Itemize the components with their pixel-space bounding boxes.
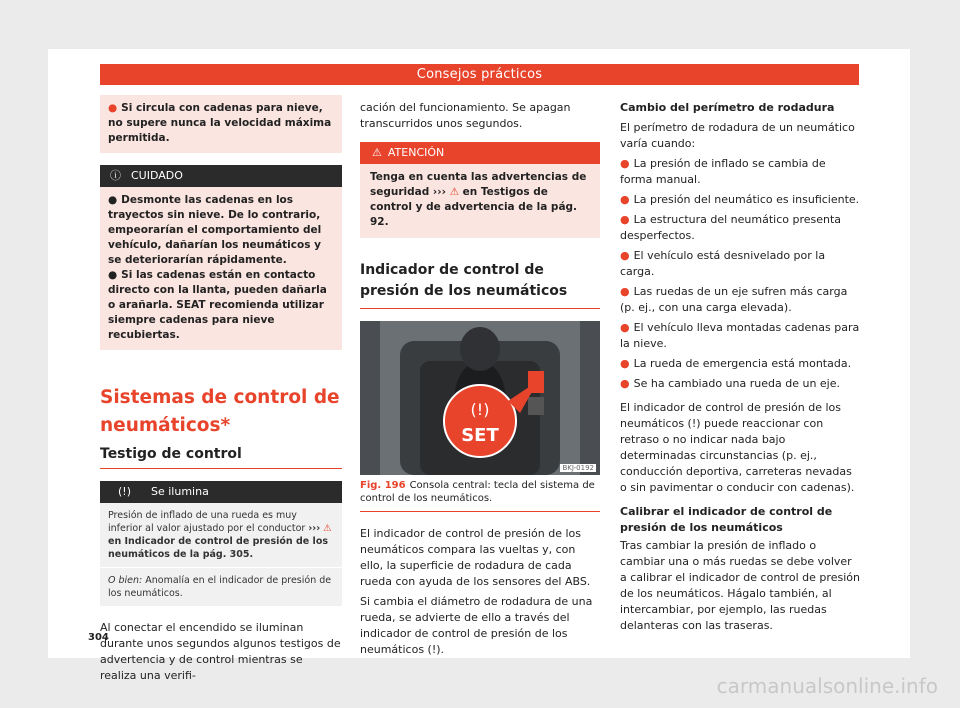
caution-box xyxy=(100,165,342,350)
column-2 xyxy=(360,100,600,658)
arrow-ref-icon: ››› xyxy=(308,523,321,534)
tire-pressure-icon: (!) xyxy=(427,643,441,656)
bullet-icon: ● xyxy=(620,377,630,390)
caution-item: ● Desmonte las cadenas en los trayectos sin nieve. De lo contrario, empeorarían el comportamiento del vehículo, dañarían los neumáticos y se deteriorarían rápidamente. xyxy=(108,194,322,266)
warning-box xyxy=(360,142,600,238)
caution-body xyxy=(100,187,342,350)
chains-note-text: Si circula con cadenas para nieve, no supere nunca la velocidad máxima permitida. xyxy=(108,102,332,144)
subheading: Cambio del perímetro de rodadura xyxy=(620,101,835,114)
bullet-icon: ● xyxy=(620,249,630,262)
warning-triangle-icon: ⚠ xyxy=(323,523,332,534)
section-title: Sistemas de control de neumáticos* xyxy=(100,387,340,436)
tire-pressure-icon: (!) xyxy=(118,485,131,498)
tire-pressure-icon: (!) xyxy=(687,417,701,430)
page-number: 304 xyxy=(88,632,109,643)
exclamation-circle-icon: ⓘ xyxy=(110,169,121,182)
console-illustration xyxy=(360,321,600,475)
warning-body: Tenga en cuenta las advertencias de seguridad ››› ⚠ en Testigos de control y de advertencia de la pág. 92. xyxy=(370,171,587,228)
paragraph: Al conectar el encendido se iluminan durante unos segundos algunos testigos de advertencia y de control mientras se realiza una verifi- xyxy=(100,621,341,682)
warning-lamp-table xyxy=(100,481,342,606)
paragraph: Si cambia el diámetro de rodadura de una rueda, se advierte de ello a través del indicador de control de presión de los neumáticos (!). xyxy=(360,595,593,656)
section-heading: Indicador de control de presión de los neumáticos xyxy=(360,260,600,309)
paragraph: Tras cambiar la presión de inflado o cambiar una o más ruedas se debe volver a calibrar el indicador de control de presión de los neumáticos. Hágalo también, al intercambiar, por ejemplo, las ruedas delanteras con las traseras. xyxy=(620,539,860,632)
subheading: Calibrar el indicador de control de presión de los neumáticos xyxy=(620,505,833,534)
bullet-icon: ● xyxy=(620,213,630,226)
lamp-row-1: Presión de inflado de una rueda es muy inferior al valor ajustado por el conductor ››› ⚠ en Indicador de control de presión de los neumáticos de la pág. 305. xyxy=(108,510,332,560)
bullet-icon: ● xyxy=(620,157,630,170)
paragraph: El indicador de control de presión de los neumáticos (!) puede reaccionar con retraso o no indicar nada bajo determinadas circunstancias (p. ej., conducción deportiva, carreteras nevadas o sin pavimentar o conducir con cadenas). xyxy=(620,401,855,494)
bullet-icon: ● xyxy=(108,102,118,114)
caution-header xyxy=(100,165,342,187)
lamp-table-header: (!) Se ilumina xyxy=(100,481,342,503)
paragraph: El indicador de control de presión de los neumáticos compara las vueltas y, con ello, la superficie de rodadura de cada rueda con ayuda de los sensores del ABS. xyxy=(360,527,591,588)
list-item: ● El vehículo está desnivelado por la carga. xyxy=(620,249,826,278)
console-figure xyxy=(360,321,600,475)
chains-note-box xyxy=(100,95,342,153)
bullet-list xyxy=(620,156,860,392)
arrow-ref-icon: ››› xyxy=(432,186,446,198)
bullet-icon: ● xyxy=(620,357,630,370)
bullet-icon: ● xyxy=(108,194,118,206)
lamp-row-2: O bien: Anomalía en el indicador de presión de los neumáticos. xyxy=(100,567,342,606)
list-item: ● Las ruedas de un eje sufren más carga (p. ej., con una carga elevada). xyxy=(620,285,848,314)
warning-triangle-icon: ⚠ xyxy=(372,146,382,159)
caution-title: CUIDADO xyxy=(131,169,183,182)
column-1 xyxy=(100,95,342,684)
column-3 xyxy=(620,100,860,634)
bullet-icon: ● xyxy=(620,321,630,334)
set-label: SET xyxy=(461,425,499,446)
warning-header: ⚠ ATENCIÓN xyxy=(360,142,600,164)
figure-code: BKJ-0192 xyxy=(562,464,594,472)
list-item: ● Se ha cambiado una rueda de un eje. xyxy=(620,377,840,390)
bullet-icon: ● xyxy=(108,269,118,281)
list-item: ● La presión del neumático es insuficiente. xyxy=(620,193,860,206)
warning-triangle-icon: ⚠ xyxy=(449,186,459,198)
list-item: ● El vehículo lleva montadas cadenas para la nieve. xyxy=(620,321,860,350)
subsection-title: Testigo de control xyxy=(100,446,342,469)
chapter-header: Consejos prácticos xyxy=(100,64,859,85)
tire-pressure-icon: (!) xyxy=(470,400,490,419)
caution-item: ● Si las cadenas están en contacto directo con la llanta, pueden dañarla o arañarla. SEAT recomienda utilizar siempre cadenas para nieve recubiertas. xyxy=(108,269,327,341)
list-item: ● La presión de inflado se cambia de forma manual. xyxy=(620,157,826,186)
watermark: carmanualsonline.info xyxy=(716,674,938,698)
figure-caption: Fig. 196 Consola central: tecla del sistema de control de los neumáticos. xyxy=(360,479,600,512)
paragraph: El perímetro de rodadura de un neumático varía cuando: xyxy=(620,121,855,150)
bullet-icon: ● xyxy=(620,193,630,206)
list-item: ● La estructura del neumático presenta desperfectos. xyxy=(620,213,842,242)
list-item: ● La rueda de emergencia está montada. xyxy=(620,357,852,370)
paragraph: cación del funcionamiento. Se apagan transcurridos unos segundos. xyxy=(360,101,571,130)
bullet-icon: ● xyxy=(620,285,630,298)
